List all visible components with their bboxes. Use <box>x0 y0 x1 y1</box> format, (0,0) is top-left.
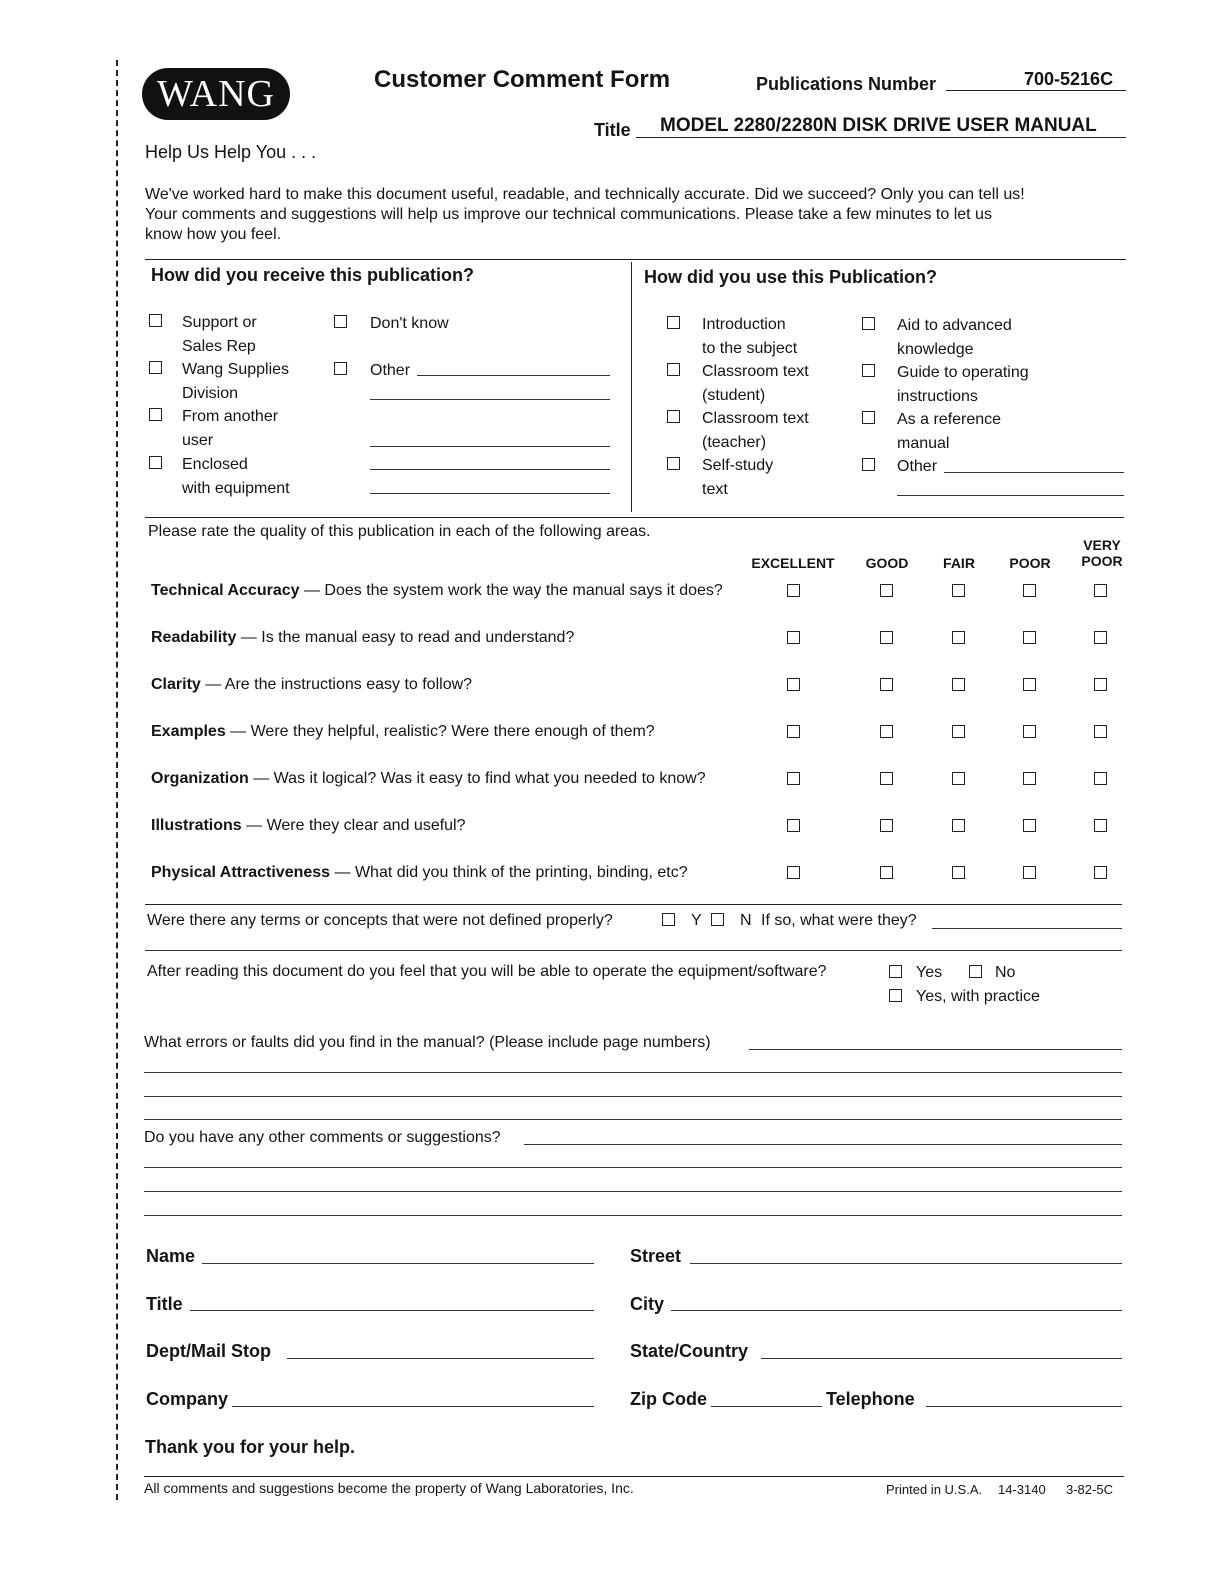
option-used-other: Other <box>897 458 938 475</box>
operate-practice-label: Yes, with practice <box>916 988 1040 1005</box>
checkbox-rating-poor[interactable] <box>1023 725 1036 738</box>
checkbox-operate-practice[interactable] <box>889 989 902 1002</box>
form-title: Customer Comment Form <box>374 66 671 93</box>
company-field[interactable] <box>232 1406 594 1407</box>
checkbox-self-study[interactable] <box>667 457 680 470</box>
rating-category: Readability <box>151 629 237 646</box>
option-classroom-student: Classroom text (student) <box>702 363 809 404</box>
column-very-poor: VERY POOR <box>1081 537 1123 569</box>
checkbox-rating-fair[interactable] <box>952 631 965 644</box>
option-another-user: From another user <box>182 408 279 449</box>
terms-followup: If so, what were they? <box>761 912 917 929</box>
cut-line <box>116 60 118 1500</box>
checkbox-classroom-teacher[interactable] <box>667 410 680 423</box>
rating-category: Examples <box>151 723 226 740</box>
checkbox-rating-fair[interactable] <box>952 584 965 597</box>
checkbox-rating-fair[interactable] <box>952 678 965 691</box>
checkbox-rating-good[interactable] <box>880 819 893 832</box>
option-received-other: Other <box>370 362 411 379</box>
divider <box>144 1476 1124 1477</box>
used-heading: How did you use this Publication? <box>644 267 938 287</box>
checkbox-rating-good[interactable] <box>880 631 893 644</box>
checkbox-rating-very-poor[interactable] <box>1094 725 1107 738</box>
checkbox-rating-good[interactable] <box>880 772 893 785</box>
checkbox-reference-manual[interactable] <box>862 411 875 424</box>
checkbox-rating-very-poor[interactable] <box>1094 772 1107 785</box>
checkbox-rating-excellent[interactable] <box>787 725 800 738</box>
column-divider <box>631 262 632 512</box>
rating-category: Technical Accuracy <box>151 582 300 599</box>
errors-answer-line[interactable] <box>144 1072 1122 1073</box>
checkbox-received-other[interactable] <box>334 362 347 375</box>
city-field[interactable] <box>671 1310 1122 1311</box>
divider <box>145 904 1122 905</box>
telephone-label: Telephone <box>826 1389 915 1409</box>
errors-answer-line[interactable] <box>144 1119 1122 1120</box>
rating-category: Physical Attractiveness <box>151 864 331 881</box>
column-good: GOOD <box>865 555 909 571</box>
option-self-study: Self-study text <box>702 457 774 498</box>
errors-question: What errors or faults did you find in the manual? (Please include page numbers) <box>144 1034 711 1051</box>
checkbox-rating-very-poor[interactable] <box>1094 678 1107 691</box>
rating-question <box>151 864 688 882</box>
terms-yes-label: Y <box>691 912 702 929</box>
received-other-line[interactable] <box>370 469 610 470</box>
checkbox-rating-very-poor[interactable] <box>1094 819 1107 832</box>
option-advanced-knowledge: Aid to advanced knowledge <box>897 317 1012 358</box>
intro-line-1: We've worked hard to make this document useful, readable, and technically accurate. Did we succeed? Only you can tell us! <box>145 186 1025 203</box>
checkbox-support-sales-rep[interactable] <box>149 314 162 327</box>
rating-question-text: — Are the instructions easy to follow? <box>200 676 473 693</box>
checkbox-wang-supplies[interactable] <box>149 361 162 374</box>
divider <box>145 517 1124 518</box>
comments-answer-line[interactable] <box>144 1167 1122 1168</box>
received-other-line[interactable] <box>370 493 610 494</box>
checkbox-rating-excellent[interactable] <box>787 678 800 691</box>
checkbox-rating-poor[interactable] <box>1023 584 1036 597</box>
checkbox-operate-no[interactable] <box>969 965 982 978</box>
checkbox-rating-very-poor[interactable] <box>1094 584 1107 597</box>
terms-answer-line[interactable] <box>145 950 1122 951</box>
rating-question-text: — Were they clear and useful? <box>241 817 466 834</box>
state-label: State/Country <box>630 1341 749 1361</box>
checkbox-rating-very-poor[interactable] <box>1094 866 1107 879</box>
column-excellent: EXCELLENT <box>751 555 835 571</box>
street-field[interactable] <box>690 1263 1122 1264</box>
checkbox-rating-fair[interactable] <box>952 725 965 738</box>
state-field[interactable] <box>761 1358 1122 1359</box>
rating-question-text: — Does the system work the way the manual says it does? <box>299 582 723 599</box>
option-dont-know: Don't know <box>370 315 449 332</box>
rating-question <box>151 770 706 788</box>
rating-question-text: — What did you think of the printing, binding, etc? <box>330 864 688 881</box>
title-field[interactable] <box>636 137 1126 138</box>
comments-answer-field[interactable] <box>524 1144 1122 1145</box>
rating-question <box>151 582 723 600</box>
operate-yes-label: Yes <box>916 964 943 981</box>
publication-number-field[interactable] <box>946 90 1126 91</box>
title-label: Title <box>594 120 631 140</box>
checkbox-advanced-knowledge[interactable] <box>862 317 875 330</box>
publication-number-value: 700-5216C <box>1024 69 1114 89</box>
zip-field[interactable] <box>711 1406 822 1407</box>
zip-label: Zip Code <box>630 1389 707 1409</box>
name-field[interactable] <box>202 1263 594 1264</box>
operate-question: After reading this document do you feel that you will be able to operate the equipment/software? <box>147 963 827 980</box>
rating-question-text: — Were they helpful, realistic? Were there enough of them? <box>225 723 655 740</box>
name-label: Name <box>146 1246 196 1266</box>
job-title-field[interactable] <box>190 1310 594 1311</box>
footer-form-number: 14-3140 <box>998 1482 1046 1497</box>
checkbox-classroom-student[interactable] <box>667 363 680 376</box>
rating-question <box>151 817 466 835</box>
checkbox-rating-excellent[interactable] <box>787 772 800 785</box>
terms-answer-field[interactable] <box>932 928 1122 929</box>
option-support-sales-rep: Support or Sales Rep <box>182 314 257 355</box>
comments-answer-line[interactable] <box>144 1191 1122 1192</box>
checkbox-rating-fair[interactable] <box>952 819 965 832</box>
city-label: City <box>630 1294 665 1314</box>
dept-label: Dept/Mail Stop <box>146 1341 271 1361</box>
rating-question <box>151 676 472 694</box>
checkbox-rating-poor[interactable] <box>1023 819 1036 832</box>
rating-question <box>151 629 574 647</box>
intro-line-3: know how you feel. <box>145 226 282 243</box>
footer-date-code: 3-82-5C <box>1066 1482 1113 1497</box>
operate-no-label: No <box>995 964 1016 981</box>
title-value: MODEL 2280/2280N DISK DRIVE USER MANUAL <box>660 115 1097 136</box>
errors-answer-field[interactable] <box>749 1049 1122 1050</box>
comments-answer-line[interactable] <box>144 1215 1122 1216</box>
footer-notice: All comments and suggestions become the property of Wang Laboratories, Inc. <box>144 1480 634 1496</box>
checkbox-rating-very-poor[interactable] <box>1094 631 1107 644</box>
column-poor: POOR <box>1009 555 1051 571</box>
checkbox-rating-excellent[interactable] <box>787 631 800 644</box>
option-enclosed: Enclosed with equipment <box>182 456 290 497</box>
rating-category: Illustrations <box>151 817 242 834</box>
checkbox-rating-fair[interactable] <box>952 866 965 879</box>
rating-category: Clarity <box>151 676 201 693</box>
checkbox-dont-know[interactable] <box>334 315 347 328</box>
checkbox-rating-poor[interactable] <box>1023 772 1036 785</box>
received-other-line[interactable] <box>370 399 610 400</box>
received-other-field[interactable] <box>417 375 610 376</box>
terms-question: Were there any terms or concepts that were not defined properly? <box>147 912 613 929</box>
thanks-text: Thank you for your help. <box>145 1437 356 1457</box>
terms-no-label: N <box>740 912 752 929</box>
column-fair: FAIR <box>943 555 975 571</box>
checkbox-rating-poor[interactable] <box>1023 678 1036 691</box>
street-label: Street <box>630 1246 682 1266</box>
checkbox-operating-guide[interactable] <box>862 364 875 377</box>
checkbox-used-other[interactable] <box>862 458 875 471</box>
checkbox-enclosed[interactable] <box>149 456 162 469</box>
option-classroom-teacher: Classroom text (teacher) <box>702 410 809 451</box>
rating-question-text: — Was it logical? Was it easy to find what you needed to know? <box>248 770 706 787</box>
publication-number-label: Publications Number <box>756 74 937 94</box>
title-field-label: Title <box>146 1294 183 1314</box>
checkbox-terms-yes[interactable] <box>662 913 675 926</box>
divider <box>145 259 1126 260</box>
intro-line-2: Your comments and suggestions will help us improve our technical communications. Please take a few minutes to let us <box>145 206 992 223</box>
footer-printed: Printed in U.S.A. <box>886 1482 983 1497</box>
checkbox-rating-fair[interactable] <box>952 772 965 785</box>
checkbox-rating-good[interactable] <box>880 866 893 879</box>
checkbox-rating-excellent[interactable] <box>787 866 800 879</box>
received-heading: How did you receive this publication? <box>151 265 475 285</box>
company-label: Company <box>146 1389 229 1409</box>
received-other-line[interactable] <box>370 446 610 447</box>
checkbox-another-user[interactable] <box>149 408 162 421</box>
checkbox-rating-excellent[interactable] <box>787 584 800 597</box>
rating-instruction: Please rate the quality of this publication in each of the following areas. <box>148 523 651 540</box>
checkbox-rating-excellent[interactable] <box>787 819 800 832</box>
intro-heading: Help Us Help You . . . <box>145 142 317 162</box>
checkbox-rating-good[interactable] <box>880 725 893 738</box>
rating-category: Organization <box>151 770 249 787</box>
checkbox-operate-yes[interactable] <box>889 965 902 978</box>
dept-field[interactable] <box>287 1358 594 1359</box>
checkbox-rating-good[interactable] <box>880 678 893 691</box>
rating-question-text: — Is the manual easy to read and understand? <box>236 629 575 646</box>
checkbox-rating-poor[interactable] <box>1023 866 1036 879</box>
errors-answer-line[interactable] <box>144 1096 1122 1097</box>
used-other-line[interactable] <box>897 495 1124 496</box>
checkbox-introduction[interactable] <box>667 316 680 329</box>
checkbox-rating-good[interactable] <box>880 584 893 597</box>
used-other-field[interactable] <box>944 472 1124 473</box>
option-reference-manual: As a reference manual <box>897 411 1002 452</box>
rating-question <box>151 723 655 741</box>
wang-logo: WANG <box>142 68 290 120</box>
comments-question: Do you have any other comments or suggestions? <box>144 1129 501 1146</box>
option-introduction: Introduction to the subject <box>702 316 798 357</box>
checkbox-terms-no[interactable] <box>711 913 724 926</box>
checkbox-rating-poor[interactable] <box>1023 631 1036 644</box>
telephone-field[interactable] <box>926 1406 1122 1407</box>
option-operating-guide: Guide to operating instructions <box>897 364 1029 405</box>
option-wang-supplies: Wang Supplies Division <box>182 361 290 402</box>
